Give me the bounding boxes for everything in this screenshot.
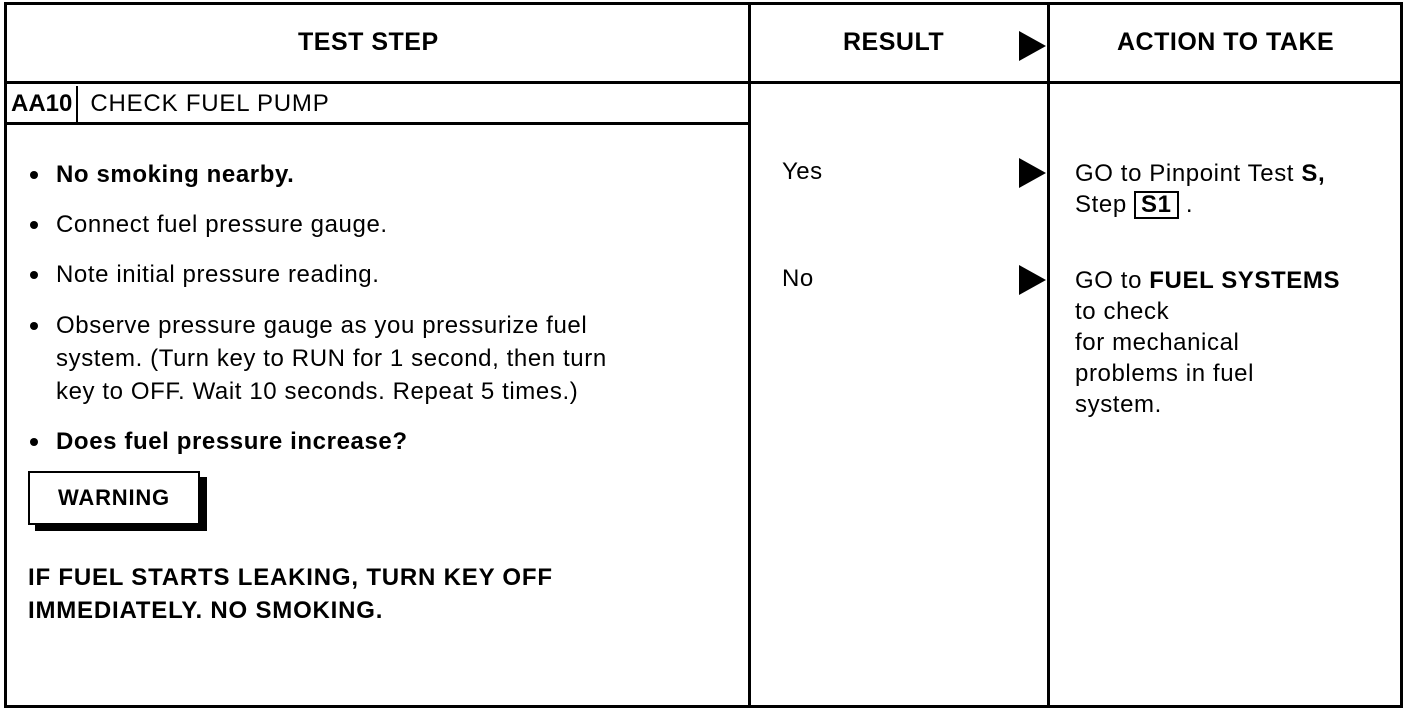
- step-heading: [7, 86, 330, 122]
- step-title-divider: [4, 122, 750, 125]
- bullet-icon: [30, 221, 38, 229]
- list-item: Connect fuel pressure gauge.: [30, 208, 388, 241]
- column-divider-action: [1047, 2, 1050, 708]
- header-divider: [4, 81, 1403, 84]
- step-title: CHECK FUEL PUMP: [90, 90, 330, 117]
- bullet-icon: [30, 322, 38, 330]
- action-yes: GO to Pinpoint Test S, Step S1 .: [1075, 160, 1326, 218]
- action-no: GO to FUEL SYSTEMS to check for mechanical problems in fuel system.: [1075, 267, 1341, 418]
- step-number: AA10: [7, 86, 78, 122]
- warning-text: IF FUEL STARTS LEAKING, TURN KEY OFF IMMEDIATELY. NO SMOKING.: [28, 564, 553, 624]
- bullet-icon: [30, 171, 38, 179]
- header-result: RESULT: [843, 28, 945, 56]
- bullet-icon: [30, 271, 38, 279]
- column-divider-result: [748, 2, 751, 708]
- header-action: ACTION TO TAKE: [1117, 28, 1335, 56]
- step-reference[interactable]: S1: [1134, 191, 1179, 219]
- arrow-right-icon: [1019, 158, 1046, 188]
- observe-instruction: Observe pressure gauge as you pressurize fuel system. (Turn key to RUN for 1 second, then turn key to OFF. Wait 10 seconds. Repeat 5 times.): [56, 312, 607, 405]
- bullet-icon: [30, 438, 38, 446]
- arrow-right-icon: [1019, 265, 1046, 295]
- header-test-step: TEST STEP: [298, 28, 439, 56]
- section-reference[interactable]: FUEL SYSTEMS: [1149, 267, 1341, 294]
- list-item: Note initial pressure reading.: [30, 258, 380, 291]
- list-item: No smoking nearby.: [30, 158, 294, 191]
- list-item: [30, 309, 607, 408]
- result-no: No: [782, 265, 814, 292]
- warning-label: WARNING: [28, 471, 200, 525]
- result-yes: Yes: [782, 158, 823, 185]
- arrow-right-icon: [1019, 31, 1046, 61]
- list-item: Does fuel pressure increase?: [30, 425, 408, 458]
